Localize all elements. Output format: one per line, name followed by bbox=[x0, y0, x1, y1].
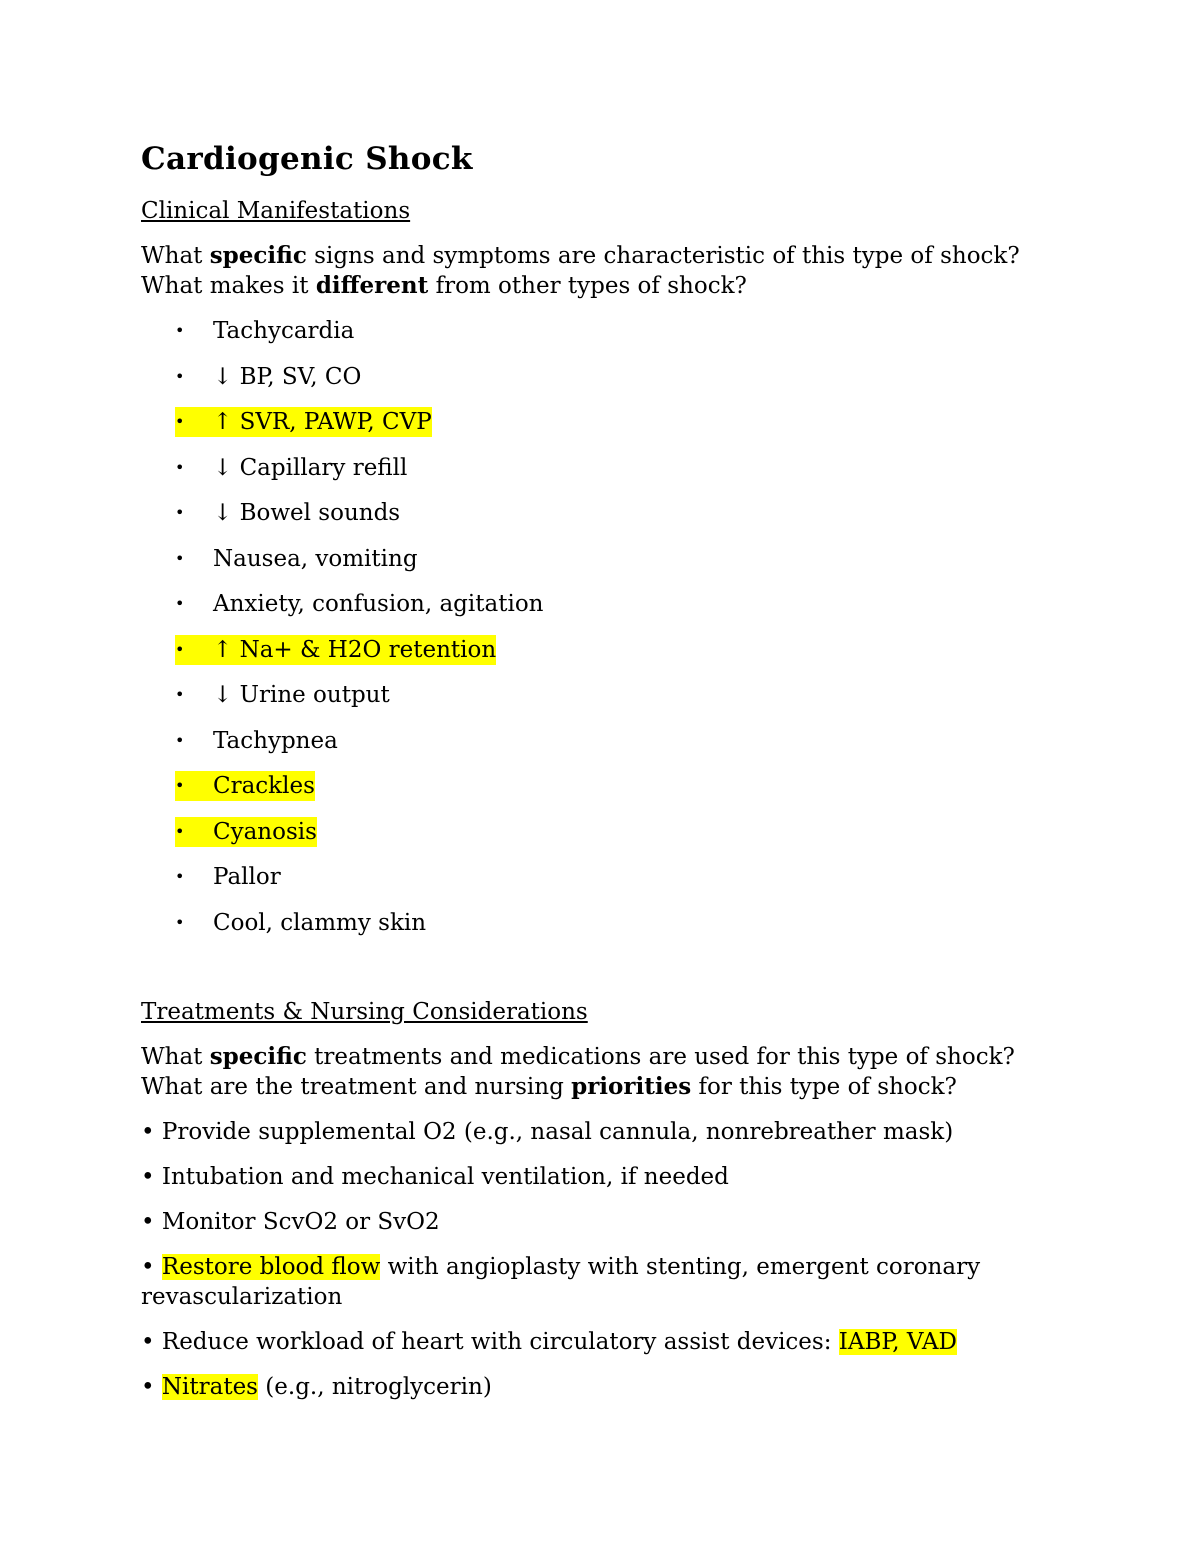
bullet-icon: • bbox=[175, 685, 185, 704]
question-text: What bbox=[141, 243, 210, 269]
question-line bbox=[141, 1072, 1061, 1102]
bullet-icon: • bbox=[175, 730, 185, 750]
treatment-text: revascularization bbox=[141, 1284, 343, 1310]
list-item-text: Tachypnea bbox=[213, 727, 338, 754]
treatment-item bbox=[141, 1252, 1061, 1312]
question-text: signs and symptoms are characteristic of this type of shock? bbox=[306, 243, 1020, 269]
question-text: from other types of shock? bbox=[428, 273, 747, 299]
list-item-text: ↓ Bowel sounds bbox=[213, 500, 401, 526]
bullet-icon: • bbox=[175, 639, 185, 659]
list-item-content bbox=[175, 362, 361, 392]
list-item bbox=[141, 362, 1061, 392]
list-item-text: ↑ Na+ & H2O retention bbox=[213, 636, 497, 663]
list-item-text: ↓ BP, SV, CO bbox=[213, 363, 362, 390]
question-text: What are the treatment and nursing bbox=[141, 1074, 572, 1100]
list-item-text: ↓ Capillary refill bbox=[213, 454, 408, 481]
emphasis-text: specific bbox=[209, 242, 307, 269]
list-item-content bbox=[175, 453, 407, 483]
question-text: treatments and medications are used for this type of shock? bbox=[306, 1044, 1015, 1070]
treatment-bullet: • bbox=[141, 1254, 162, 1280]
list-item-text: Crackles bbox=[213, 773, 315, 799]
question-line bbox=[141, 1042, 1061, 1072]
highlighted-list-item bbox=[175, 817, 317, 847]
section-heading-treatments: Treatments & Nursing Considerations bbox=[141, 999, 588, 1025]
list-item bbox=[141, 771, 1061, 801]
clinical-question bbox=[141, 241, 1061, 301]
list-item-text: Anxiety, confusion, agitation bbox=[213, 591, 544, 617]
highlighted-text: IABP, VAD bbox=[838, 1329, 957, 1355]
bullet-icon: • bbox=[175, 867, 185, 886]
list-item-text: Pallor bbox=[213, 864, 281, 890]
highlighted-text: Nitrates bbox=[161, 1374, 258, 1400]
list-item-content bbox=[175, 862, 281, 892]
list-item-text: ↑ SVR, PAWP, CVP bbox=[213, 409, 432, 435]
question-text: What bbox=[141, 1044, 210, 1070]
list-item bbox=[141, 316, 1061, 346]
list-item-content bbox=[175, 726, 338, 756]
list-item-content bbox=[175, 498, 400, 528]
treatment-text: • Reduce workload of heart with circulatory assist devices: bbox=[141, 1329, 839, 1355]
list-item bbox=[141, 726, 1061, 756]
list-item-text: Cyanosis bbox=[213, 818, 317, 845]
list-item bbox=[141, 407, 1061, 437]
question-line bbox=[141, 271, 1061, 301]
document-page bbox=[141, 136, 1061, 1417]
question-text: What makes it bbox=[141, 273, 316, 299]
question-text: for this type of shock? bbox=[691, 1074, 957, 1100]
list-item-text: Nausea, vomiting bbox=[213, 545, 418, 572]
list-item bbox=[141, 908, 1061, 938]
treatment-item: • Provide supplemental O2 (e.g., nasal cannula, nonrebreather mask) bbox=[141, 1119, 954, 1145]
list-item bbox=[141, 544, 1061, 574]
bullet-icon: • bbox=[175, 457, 185, 477]
treatment-bullet: • bbox=[141, 1374, 162, 1400]
spacer bbox=[141, 953, 1061, 997]
highlighted-list-item bbox=[175, 407, 432, 437]
list-item bbox=[141, 680, 1061, 710]
document-title: Cardiogenic Shock bbox=[141, 141, 473, 177]
list-item-content bbox=[175, 544, 418, 574]
bullet-icon: • bbox=[175, 366, 185, 386]
highlighted-list-item bbox=[175, 771, 315, 801]
bullet-icon: • bbox=[175, 912, 185, 932]
list-item bbox=[141, 589, 1061, 619]
list-item bbox=[141, 498, 1061, 528]
manifestations-list bbox=[141, 316, 1061, 938]
list-item-content bbox=[175, 316, 354, 346]
highlighted-list-item bbox=[175, 635, 496, 665]
treatment-item: • Monitor ScvO2 or SvO2 bbox=[141, 1209, 440, 1235]
bullet-icon: • bbox=[175, 776, 185, 795]
treatments-list bbox=[141, 1117, 1061, 1402]
bullet-icon: • bbox=[175, 412, 185, 431]
list-item-content bbox=[175, 908, 426, 938]
bullet-icon: • bbox=[175, 503, 185, 522]
list-item bbox=[141, 635, 1061, 665]
list-item-text: ↓ Urine output bbox=[213, 682, 390, 708]
list-item bbox=[141, 817, 1061, 847]
list-item-text: Cool, clammy skin bbox=[213, 909, 427, 936]
list-item-text: Tachycardia bbox=[213, 318, 355, 344]
treatment-text: (e.g., nitroglycerin) bbox=[257, 1374, 492, 1400]
emphasis-text: specific bbox=[209, 1043, 307, 1070]
bullet-icon: • bbox=[175, 821, 185, 841]
bullet-icon: • bbox=[175, 548, 185, 568]
treatment-item: • Intubation and mechanical ventilation, if needed bbox=[141, 1164, 729, 1190]
bullet-icon: • bbox=[175, 594, 185, 613]
list-item bbox=[141, 453, 1061, 483]
list-item bbox=[141, 862, 1061, 892]
question-line bbox=[141, 241, 1061, 271]
section-heading-clinical-manifestations: Clinical Manifestations bbox=[141, 198, 411, 224]
emphasis-text: different bbox=[315, 272, 429, 299]
treatment-item bbox=[141, 1372, 1061, 1402]
emphasis-text: priorities bbox=[571, 1073, 692, 1100]
highlighted-text: Restore blood flow bbox=[161, 1254, 381, 1280]
treatment-question bbox=[141, 1042, 1061, 1102]
list-item-content bbox=[175, 680, 390, 710]
bullet-icon: • bbox=[175, 321, 185, 340]
treatment-item bbox=[141, 1327, 1061, 1357]
treatment-text: with angioplasty with stenting, emergent coronary bbox=[380, 1254, 981, 1280]
list-item-content bbox=[175, 589, 543, 619]
